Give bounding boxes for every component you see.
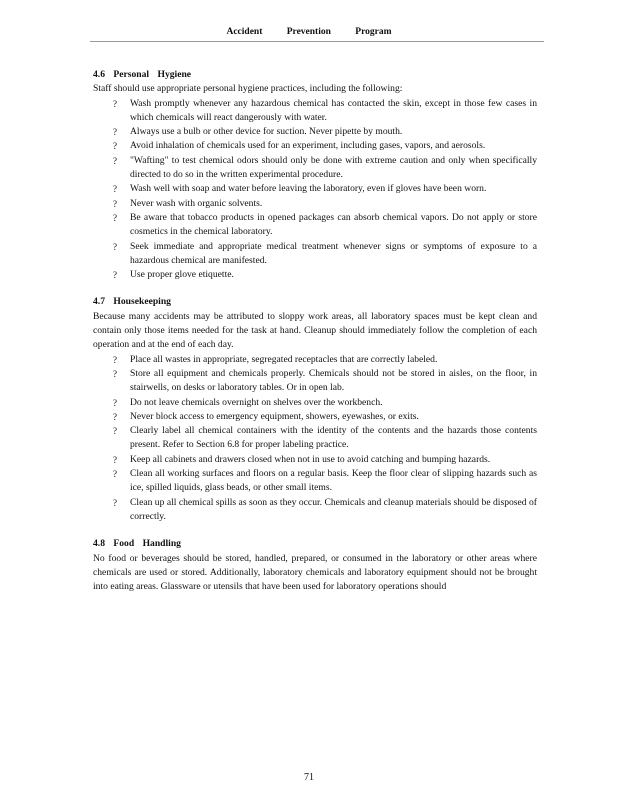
list-item: [113, 211, 537, 240]
bullet-list: [93, 97, 537, 283]
list-item-text: Seek immediate and appropriate medical treatment whenever signs or symptoms of exposure to a hazardous chemical are manifested.: [130, 240, 537, 266]
list-item-text: Keep all cabinets and drawers closed when not in use to avoid catching and bumping hazards.: [130, 453, 491, 465]
section-heading: 4.8 Food Handling: [93, 538, 181, 550]
list-item: [113, 197, 537, 211]
bullet-marker: ?: [113, 270, 117, 281]
list-item-text: Place all wastes in appropriate, segregated receptacles that are correctly labeled.: [130, 353, 438, 365]
bullet-marker: ?: [113, 469, 117, 480]
list-item-text: Avoid inhalation of chemicals used for an experiment, including gases, vapors, and aerosols.: [130, 140, 486, 152]
list-item: [113, 268, 537, 282]
page-content: [93, 68, 537, 594]
section-intro: Because many accidents may be attributed to sloppy work areas, all laboratory spaces must be kept clean and contain only those items needed for the task at hand. Cleanup should immediately follow the completion of each operation and at the end of each day.: [93, 310, 537, 351]
list-item: [113, 367, 537, 396]
bullet-marker: ?: [113, 454, 117, 465]
running-header: Accident Prevention Program: [226, 27, 392, 37]
bullet-marker: ?: [113, 497, 117, 508]
list-item: [113, 453, 537, 467]
section-intro: No food or beverages should be stored, handled, prepared, or consumed in the laboratory or other areas where chemicals are used or stored. Additionally, laboratory chemicals and laboratory equipment should not be brought into eating areas. Glassware or utensils that have been used for laboratory operations should: [93, 552, 537, 593]
list-item-text: Wash promptly whenever any hazardous chemical has contacted the skin, except in those few cases in which chemicals will react dangerously with water.: [130, 97, 537, 123]
list-item: [113, 467, 537, 496]
list-item: [113, 396, 537, 410]
bullet-marker: ?: [113, 241, 117, 252]
list-item-text: Do not leave chemicals overnight on shelves over the workbench.: [130, 396, 383, 408]
bullet-marker: ?: [113, 212, 117, 223]
bullet-marker: ?: [113, 155, 117, 166]
bullet-list: [93, 353, 537, 525]
bullet-marker: ?: [113, 368, 117, 379]
list-item-text: Store all equipment and chemicals properly. Chemicals should not be stored in aisles, on the floor, in stairwells, on desks or laboratory tables. Or in open lab.: [130, 367, 537, 394]
bullet-marker: ?: [113, 397, 117, 408]
list-item: [113, 97, 537, 126]
list-item-text: Clean up all chemical spills as soon as they occur. Chemicals and cleanup materials should be disposed of correctly.: [130, 496, 537, 522]
list-item: [113, 240, 537, 269]
bullet-marker: ?: [113, 198, 117, 209]
section-personal-hygiene: [93, 68, 537, 282]
list-item-text: Use proper glove etiquette.: [130, 269, 234, 281]
bullet-marker: ?: [113, 426, 117, 437]
bullet-marker: ?: [113, 184, 117, 195]
section-housekeeping: [93, 295, 537, 524]
section-heading: 4.7 Housekeeping: [93, 296, 171, 308]
list-item-text: "Wafting" to test chemical odors should only be done with extreme caution and only when specifically directed to do so in the written experimental procedure.: [130, 154, 537, 181]
list-item-text: Never block access to emergency equipment, showers, eyewashes, or exits.: [130, 410, 419, 422]
list-item-text: Wash well with soap and water before leaving the laboratory, even if gloves have been worn.: [130, 183, 487, 195]
header-rule: [90, 41, 544, 42]
bullet-marker: ?: [113, 354, 117, 365]
bullet-marker: ?: [113, 127, 117, 138]
list-item-text: Clean all working surfaces and floors on a regular basis. Keep the floor clear of slipping hazards such as ice, spilled liquids, glass beads, or other small items.: [130, 468, 537, 494]
list-item: [113, 410, 537, 424]
list-item-text: Be aware that tobacco products in opened packages can absorb chemical vapors. Do not apply or store cosmetics in the chemical laboratory.: [130, 211, 537, 238]
section-heading: 4.6 Personal Hygiene: [93, 69, 192, 80]
list-item: [113, 125, 537, 139]
bullet-marker: ?: [113, 141, 117, 152]
list-item: [113, 182, 537, 196]
list-item-text: Clearly label all chemical containers with the identity of the contents and the hazards those contents present. Refer to Section 6.8 for proper labeling practice.: [130, 425, 537, 451]
section-spacer: [93, 282, 537, 295]
list-item: [113, 496, 537, 525]
list-item-text: Never wash with organic solvents.: [130, 197, 263, 209]
list-item: [113, 154, 537, 183]
bullet-marker: ?: [113, 411, 117, 422]
section-spacer: [93, 524, 537, 537]
list-item: [113, 424, 537, 453]
section-food-handling: [93, 537, 537, 594]
section-intro: Staff should use appropriate personal hygiene practices, including the following:: [93, 83, 403, 95]
list-item: [113, 139, 537, 153]
list-item: [113, 353, 537, 367]
page-number: 71: [304, 772, 314, 783]
bullet-marker: ?: [113, 98, 117, 109]
list-item-text: Always use a bulb or other device for suction. Never pipette by mouth.: [130, 126, 403, 138]
